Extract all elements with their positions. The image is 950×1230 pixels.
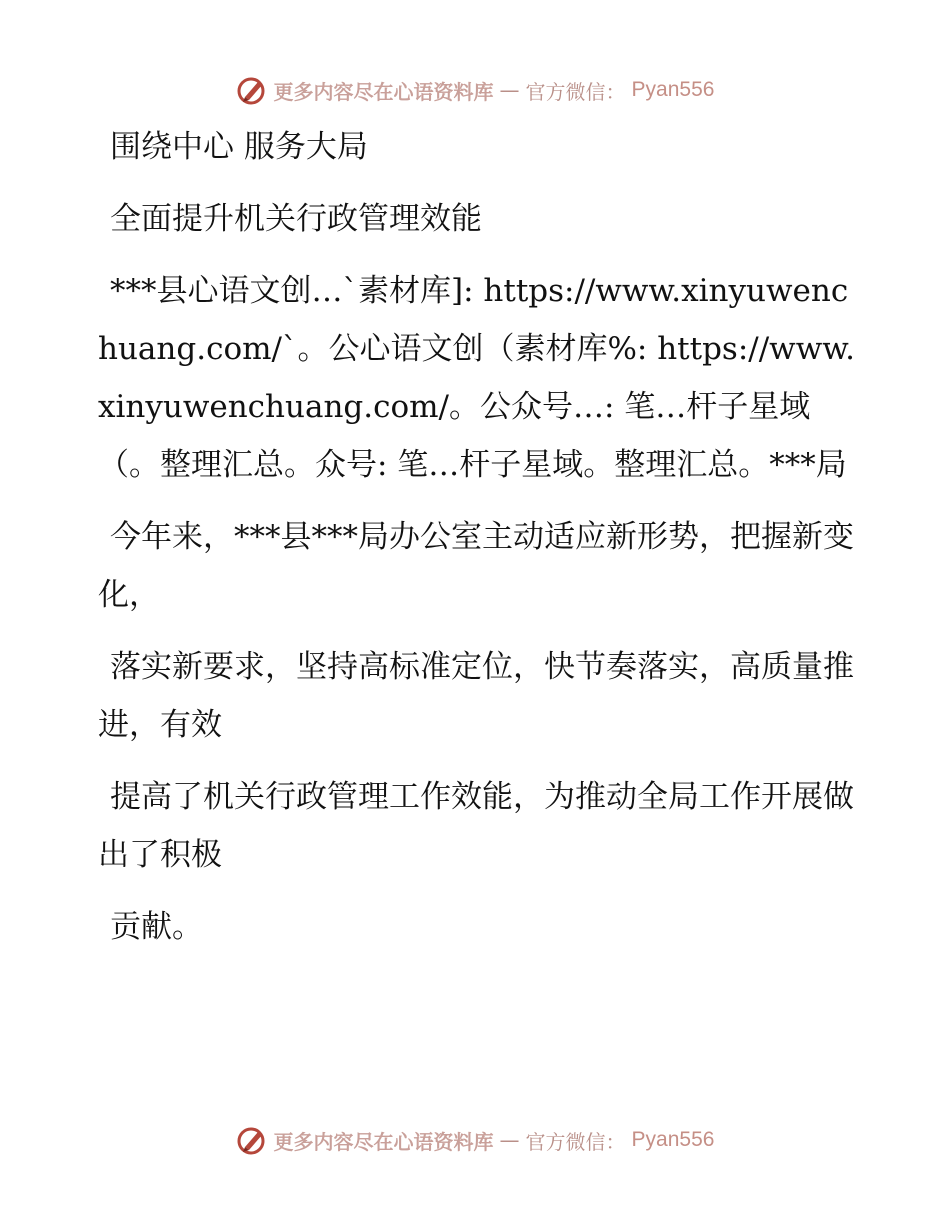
footer-watermark xyxy=(0,1120,950,1160)
watermark-group xyxy=(236,74,715,106)
watermark-dash: — xyxy=(499,78,520,102)
watermark-dash: — xyxy=(499,1128,520,1152)
pen-logo-icon xyxy=(236,1124,268,1156)
document-subtitle: 全面提升机关行政管理效能 xyxy=(110,201,482,237)
header-watermark xyxy=(0,70,950,110)
watermark-wechat-id: Pyan556 xyxy=(631,78,715,101)
document-paragraph: 落实新要求，坚持高标准定位，快节奏落实，高质量推进，有效 xyxy=(98,649,854,743)
document-paragraph: 今年来，***县***局办公室主动适应新形势，把握新变化， xyxy=(98,519,854,613)
watermark-wechat-label: 官方微信： xyxy=(525,79,626,104)
watermark-site-text: 更多内容尽在心语资料库 xyxy=(273,79,494,104)
document-paragraph: ***县心语文创…`素材库]: https://www.xinyuwenchuang.com/`。公心语文创（素材库%: https://www.xinyuwenchuang.com/。公众号…: 笔…杆子星域（。整理汇总。众号: 笔…杆子星域。整理汇总。***局 xyxy=(98,273,855,483)
watermark-site-text: 更多内容尽在心语资料库 xyxy=(273,1129,494,1154)
document-body xyxy=(98,118,858,970)
pen-logo-icon xyxy=(236,74,268,106)
document-paragraph: 提高了机关行政管理工作效能，为推动全局工作开展做出了积极 xyxy=(98,779,854,873)
document-paragraph: 贡献。 xyxy=(110,909,203,945)
watermark-group xyxy=(236,1124,715,1156)
watermark-wechat-label: 官方微信： xyxy=(525,1129,626,1154)
watermark-wechat-id: Pyan556 xyxy=(631,1128,715,1151)
document-title: 围绕中心 服务大局 xyxy=(110,129,368,165)
